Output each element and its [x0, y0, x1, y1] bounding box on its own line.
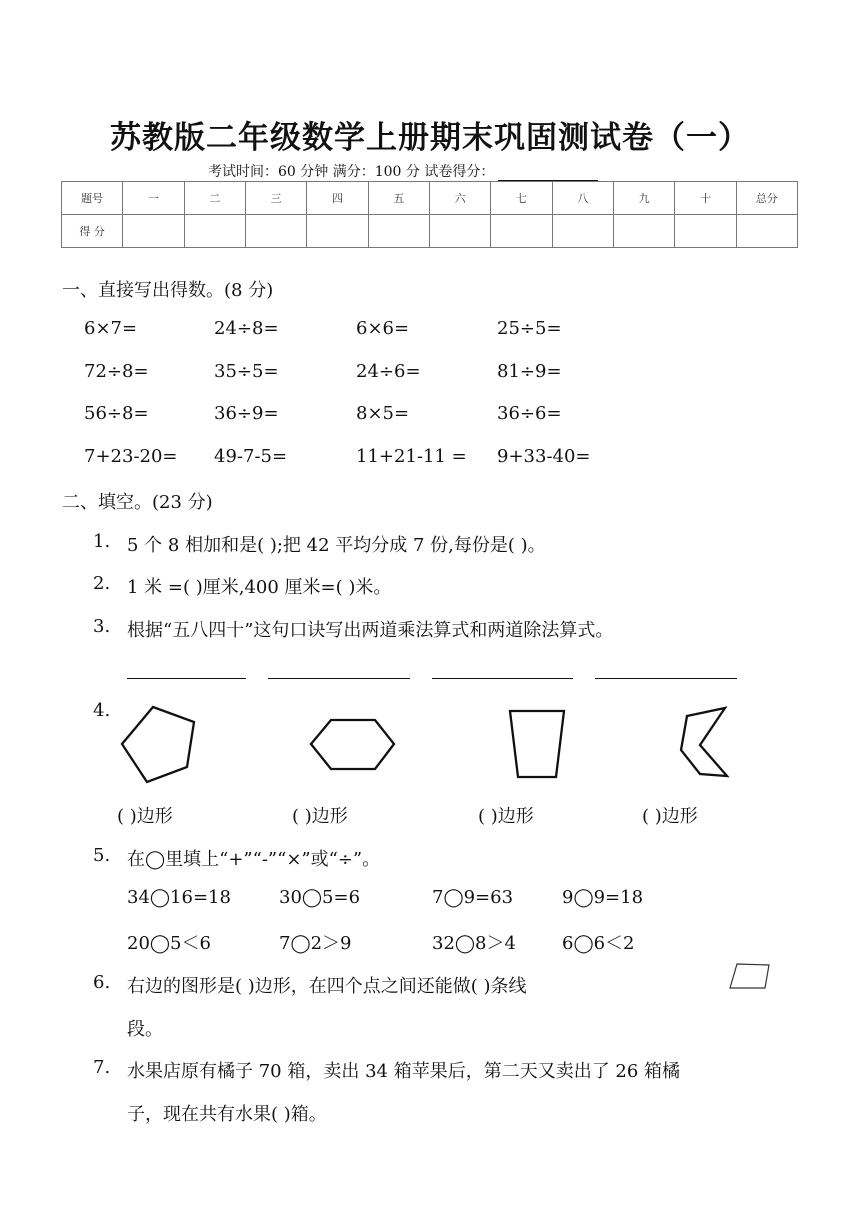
calc-item: 36÷9= [214, 403, 279, 424]
calc-item: 35÷5= [214, 361, 279, 382]
question-number: 7. [93, 1057, 111, 1078]
operator-item: 6◯6＜2 [562, 933, 635, 954]
pentagon-shape [122, 707, 194, 782]
calc-item: 7+23-20= [84, 446, 178, 467]
operator-item: 34◯16=18 [127, 887, 231, 908]
score-header-cell: 总分 [736, 182, 797, 215]
operator-item: 7◯2＞9 [279, 933, 352, 954]
question-5-text: 在◯里填上“+”“-”“×”或“÷”。 [127, 849, 381, 870]
score-header-cell: 题号 [62, 182, 123, 215]
shape-label: ( )边形 [292, 806, 348, 827]
score-header-cell: 六 [429, 182, 490, 215]
score-header-cell: 八 [552, 182, 613, 215]
question-7-text: 水果店原有橘子 70 箱，卖出 34 箱苹果后，第二天又卖出了 26 箱橘 [127, 1061, 681, 1082]
calc-item: 6×7= [84, 318, 138, 339]
score-header-cell: 五 [368, 182, 429, 215]
hexagon-shape [311, 720, 394, 769]
calc-item: 8×5= [356, 403, 410, 424]
calc-item: 36÷6= [497, 403, 562, 424]
score-header-cell: 七 [491, 182, 552, 215]
page-title: 苏教版二年级数学上册期末巩固测试卷（一） [110, 120, 750, 156]
question-2-text: 1 米 =( )厘米,400 厘米=( )米。 [127, 577, 392, 598]
section2-heading: 二、填空。(23 分) [62, 492, 213, 513]
calc-item: 81÷9= [497, 361, 562, 382]
operator-item: 9◯9=18 [562, 887, 644, 908]
operator-item: 30◯5=6 [279, 887, 361, 908]
question-number: 1. [93, 531, 111, 552]
question-3-text: 根据“五八四十”这句口诀写出两道乘法算式和两道除法算式。 [127, 620, 614, 641]
shape-label: ( )边形 [478, 806, 534, 827]
score-header-cell: 九 [613, 182, 674, 215]
calc-item: 72÷8= [84, 361, 149, 382]
calc-item: 24÷6= [356, 361, 421, 382]
quadrilateral-shape [730, 964, 769, 988]
section1-heading: 一、直接写出得数。(8 分) [62, 280, 274, 301]
calc-item: 25÷5= [497, 318, 562, 339]
trapezoid-shape [510, 711, 564, 777]
calc-item: 49-7-5= [214, 446, 288, 467]
question-6-text-cont: 段。 [127, 1019, 163, 1040]
question-number: 4. [93, 700, 111, 721]
question-7-text-cont: 子，现在共有水果( )箱。 [127, 1104, 327, 1125]
shape-label: ( )边形 [117, 806, 173, 827]
exam-info-text: 考试时间：60 分钟 满分：100 分 试卷得分： [208, 164, 495, 180]
question-number: 3. [93, 616, 111, 637]
score-header-cell: 二 [184, 182, 245, 215]
operator-item: 7◯9=63 [432, 887, 514, 908]
question-1-text: 5 个 8 相加和是( );把 42 平均分成 7 份,每份是( )。 [127, 535, 546, 556]
operator-item: 32◯8＞4 [432, 933, 516, 954]
score-header-cell: 十 [675, 182, 736, 215]
score-row-label: 得 分 [62, 215, 123, 248]
concave-hexagon-shape [681, 708, 727, 776]
score-header-cell: 三 [245, 182, 306, 215]
question-6-text: 右边的图形是( )边形，在四个点之间还能做( )条线 [127, 976, 527, 997]
calc-item: 9+33-40= [497, 446, 591, 467]
question-number: 2. [93, 573, 111, 594]
question-number: 6. [93, 972, 111, 993]
calc-item: 6×6= [356, 318, 410, 339]
question-number: 5. [93, 845, 111, 866]
operator-item: 20◯5＜6 [127, 933, 211, 954]
score-header-cell: 一 [123, 182, 184, 215]
score-header-cell: 四 [307, 182, 368, 215]
calc-item: 24÷8= [214, 318, 279, 339]
calc-item: 11+21-11 = [356, 446, 467, 467]
calc-item: 56÷8= [84, 403, 149, 424]
shape-label: ( )边形 [642, 806, 698, 827]
